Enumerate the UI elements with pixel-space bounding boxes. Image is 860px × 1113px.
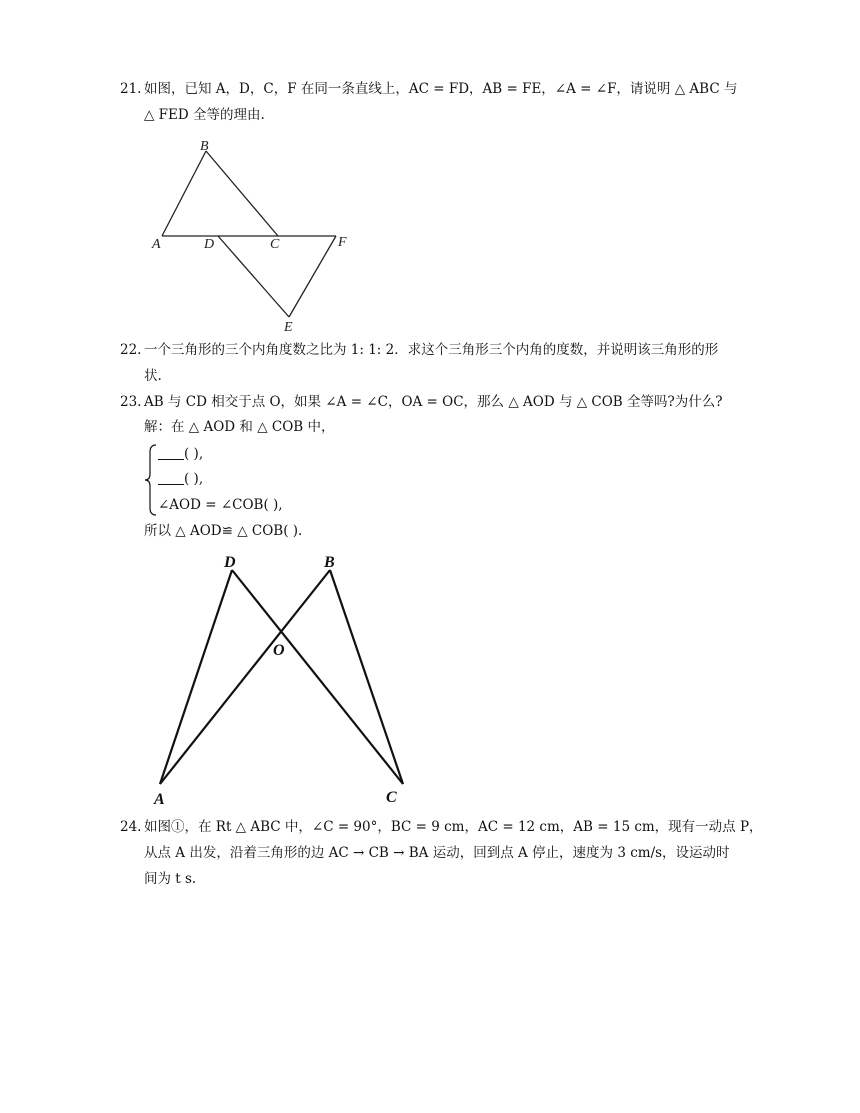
q24-text-line2: 从点 A 出发，沿着三角形的边 AC → CB → BA 运动，回到点 A 停止，速度为 3 cm/s，设运动时 [144, 845, 730, 861]
brace-line-3: ∠AOD = ∠COB( ), [158, 497, 283, 513]
q22-text-line1: 一个三角形的三个内角度数之比为 1: 1: 2．求这个三角形三个内角的度数，并说明该三角形的形 [144, 342, 719, 358]
q23-figure [150, 548, 420, 810]
answer-blank-1[interactable] [158, 446, 184, 460]
q21-label-a: A [152, 237, 161, 252]
q21-number: 21. [120, 81, 142, 97]
segment-bc [206, 151, 278, 236]
q23-number: 23. [120, 394, 142, 410]
q21-figure [150, 136, 360, 336]
q23-label-a: A [154, 791, 165, 808]
q22-number: 22. [120, 342, 142, 358]
q21-label-c: C [270, 237, 280, 252]
brace [144, 444, 158, 516]
q23-label-c: C [386, 789, 397, 806]
q21-label-f: F [338, 235, 347, 250]
answer-blank-2[interactable] [158, 471, 184, 485]
segment-ab [160, 570, 330, 784]
q21-label-e: E [284, 320, 293, 335]
q21-text-line2: △ FED 全等的理由. [144, 107, 265, 123]
brace-line-2 [158, 470, 203, 488]
q21-label-b: B [200, 139, 209, 154]
brace-line-2-text: ( ), [184, 471, 204, 487]
segment-ab [162, 151, 206, 236]
q23-label-o: O [273, 642, 285, 659]
q24-text-line1: 如图①，在 Rt △ ABC 中，∠C = 90°，BC = 9 cm，AC = 12 cm，AB = 15 cm，现有一动点 P， [144, 819, 763, 835]
q22-text-line2: 状. [144, 368, 162, 384]
q23-text-line2: 解：在 △ AOD 和 △ COB 中， [144, 419, 335, 435]
brace-line-1-text: ( ), [184, 446, 204, 462]
q24-number: 24. [120, 819, 142, 835]
q23-text-line1: AB 与 CD 相交于点 O，如果 ∠A = ∠C，OA = OC，那么 △ AOD 与 △ COB 全等吗?为什么? [144, 394, 723, 410]
q24-text-line3: 间为 t s. [144, 871, 197, 887]
segment-bc [330, 570, 403, 784]
q21-text-line1: 如图，已知 A，D，C，F 在同一条直线上，AC = FD，AB = FE，∠A = ∠F，请说明 △ ABC 与 [144, 81, 738, 97]
q23-label-b: B [324, 554, 335, 571]
q23-label-d: D [224, 554, 236, 571]
brace-line-1 [158, 445, 203, 463]
segment-fe [289, 236, 336, 317]
q23-conclusion: 所以 △ AOD≌ △ COB( ). [144, 523, 303, 539]
q21-label-d: D [204, 237, 215, 252]
segment-ad [160, 570, 232, 784]
segment-dc [232, 570, 403, 784]
